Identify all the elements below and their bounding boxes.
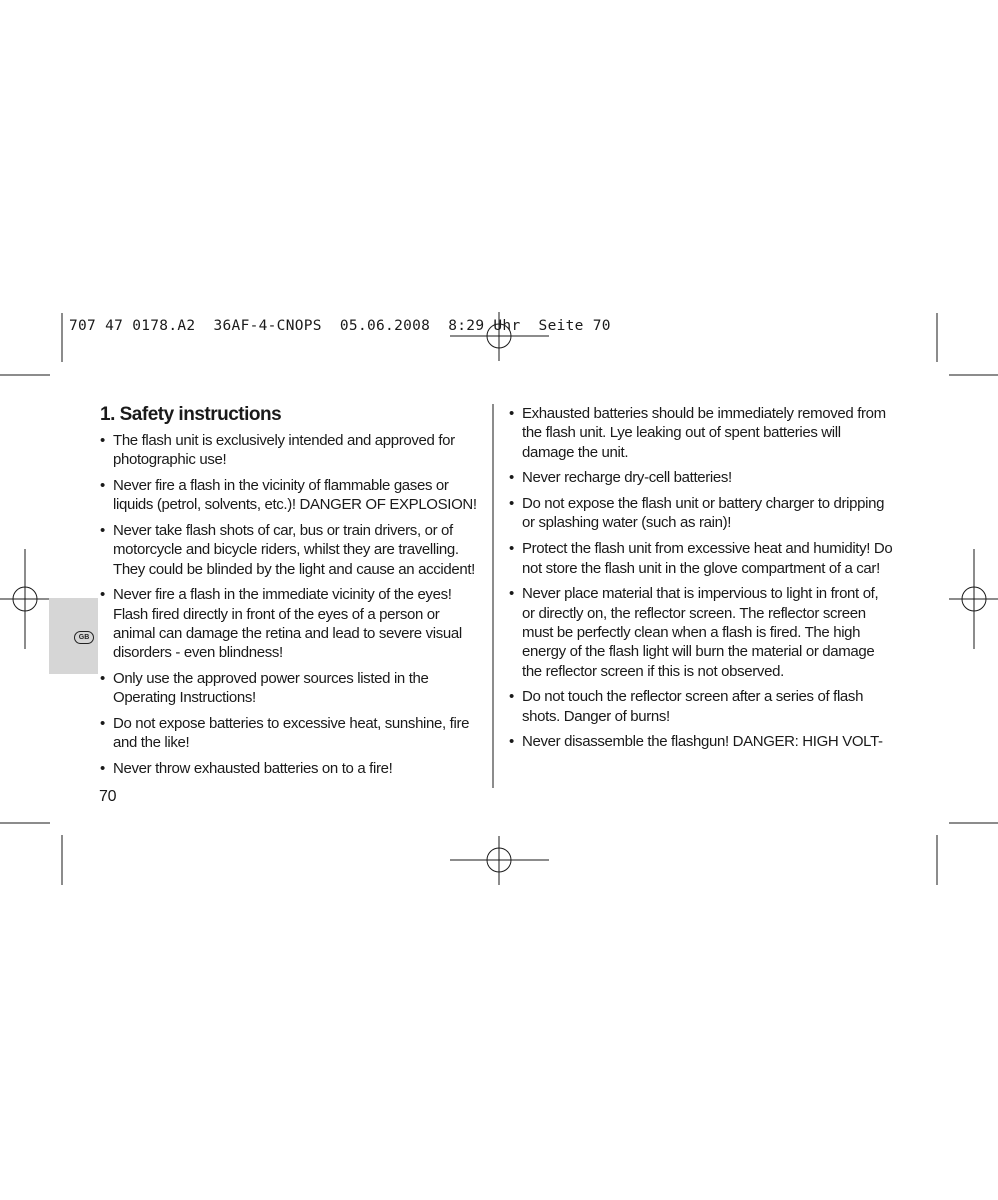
print-slug: 707 47 0178.A2 36AF-4-CNOPS 05.06.2008 8:29 Uhr Seite 70 <box>69 318 611 334</box>
language-badge: GB <box>74 631 94 644</box>
list-item: • Only use the approved power sources listed in the Operating Instructions! <box>100 669 485 708</box>
registration-mark-right <box>949 549 998 649</box>
list-item: • Never fire a flash in the immediate vicinity of the eyes! Flash fired directly in front of the eyes of a person or animal can damage the retina and lead to severe visual disorders - even blindness! <box>100 585 485 662</box>
list-item: • Never throw exhausted batteries on to a fire! <box>100 759 485 778</box>
registration-mark-bottom <box>450 836 549 885</box>
section-heading: 1. Safety instructions <box>100 404 282 425</box>
list-item: • The flash unit is exclusively intended and approved for photographic use! <box>100 431 485 470</box>
list-item: • Do not expose batteries to excessive heat, sunshine, fire and the like! <box>100 714 485 753</box>
list-item: • Never take flash shots of car, bus or train drivers, or of motorcycle and bicycle riders, whilst they are travelling. They could be blinded by the light and cause an accident! <box>100 521 485 579</box>
list-item: • Do not expose the flash unit or battery charger to dripping or splashing water (such as rain)! <box>509 494 894 533</box>
list-item: • Do not touch the reflector screen after a series of flash shots. Danger of burns! <box>509 687 894 726</box>
page-number: 70 <box>99 788 117 805</box>
registration-mark-left <box>0 549 49 649</box>
list-item: • Never fire a flash in the vicinity of flammable gases or liquids (petrol, solvents, etc.)! DANGER OF EXPLOSION! <box>100 476 485 515</box>
left-column <box>100 404 485 785</box>
right-safety-list <box>509 404 894 752</box>
left-safety-list <box>100 431 485 779</box>
list-item: • Never recharge dry-cell batteries! <box>509 468 894 487</box>
list-item: • Never disassemble the flashgun! DANGER: HIGH VOLT- <box>509 732 894 751</box>
list-item: • Never place material that is impervious to light in front of, or directly on, the reflector screen. The reflector screen must be perfectly clean when a flash is fired. The high energy of the flash light will burn the material or damage the reflector screen if this is not observed. <box>509 584 894 680</box>
right-column <box>509 404 894 758</box>
list-item: • Protect the flash unit from excessive heat and humidity! Do not store the flash unit in the glove compartment of a car! <box>509 539 894 578</box>
list-item: • Exhausted batteries should be immediately removed from the flash unit. Lye leaking out of spent batteries will damage the unit. <box>509 404 894 462</box>
